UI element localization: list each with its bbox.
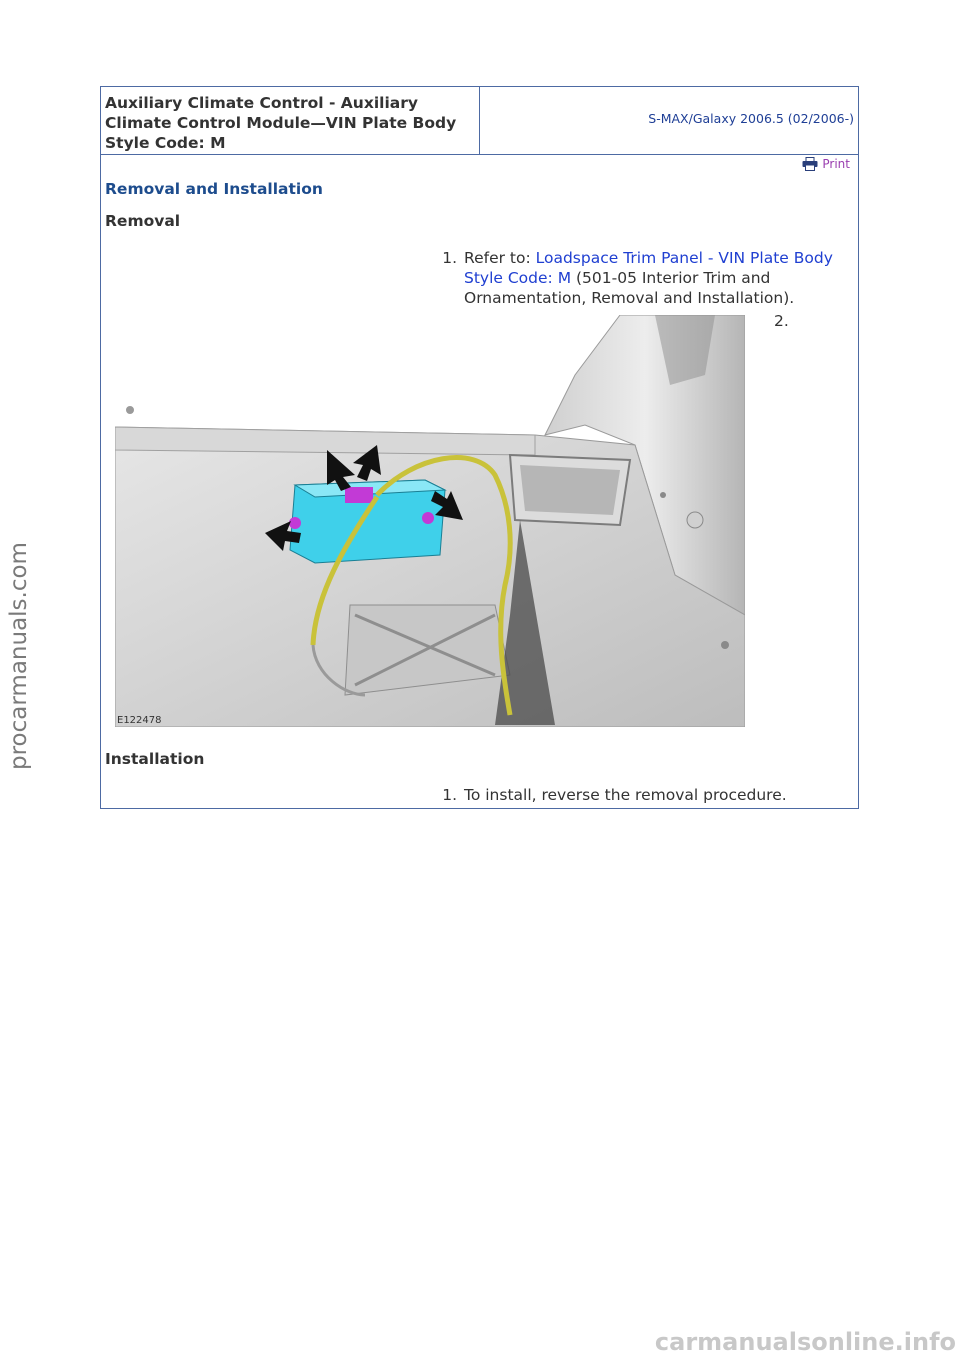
- model-label: S-MAX/Galaxy 2006.5 (02/2006-): [648, 111, 854, 126]
- section-title: Removal and Installation: [105, 180, 323, 198]
- step-number: 1.: [442, 249, 457, 267]
- figure-code: E122478: [117, 715, 162, 726]
- document-frame: [100, 86, 859, 809]
- step-prefix: Refer to:: [464, 249, 536, 267]
- printer-icon: [802, 157, 818, 171]
- removal-step-1: [442, 248, 854, 308]
- module-location-illustration: [115, 315, 745, 727]
- step-suffix: (501-05 Interior Trim and Ornamentation, Removal and Installation).: [464, 269, 795, 307]
- installation-step-1: [442, 785, 854, 805]
- removal-step-2-number: 2.: [774, 312, 789, 330]
- header-title-cell: [101, 87, 480, 154]
- removal-heading: Removal: [105, 212, 181, 230]
- document-title: Auxiliary Climate Control - Auxiliary Climate Control Module—VIN Plate Body Style Code: M: [105, 94, 457, 152]
- print-label: Print: [822, 157, 850, 171]
- step-text: To install, reverse the removal procedure.: [464, 786, 787, 804]
- bottom-watermark: carmanualsonline.info: [654, 1328, 956, 1356]
- header-bar: [101, 87, 858, 155]
- installation-heading: Installation: [105, 750, 205, 768]
- print-button[interactable]: [802, 157, 850, 171]
- step-number: 1.: [442, 786, 457, 804]
- loadspace-trim-panel-link[interactable]: Loadspace Trim Panel - VIN Plate Body Style Code: M: [464, 249, 833, 287]
- side-watermark: procarmanuals.com: [6, 542, 32, 770]
